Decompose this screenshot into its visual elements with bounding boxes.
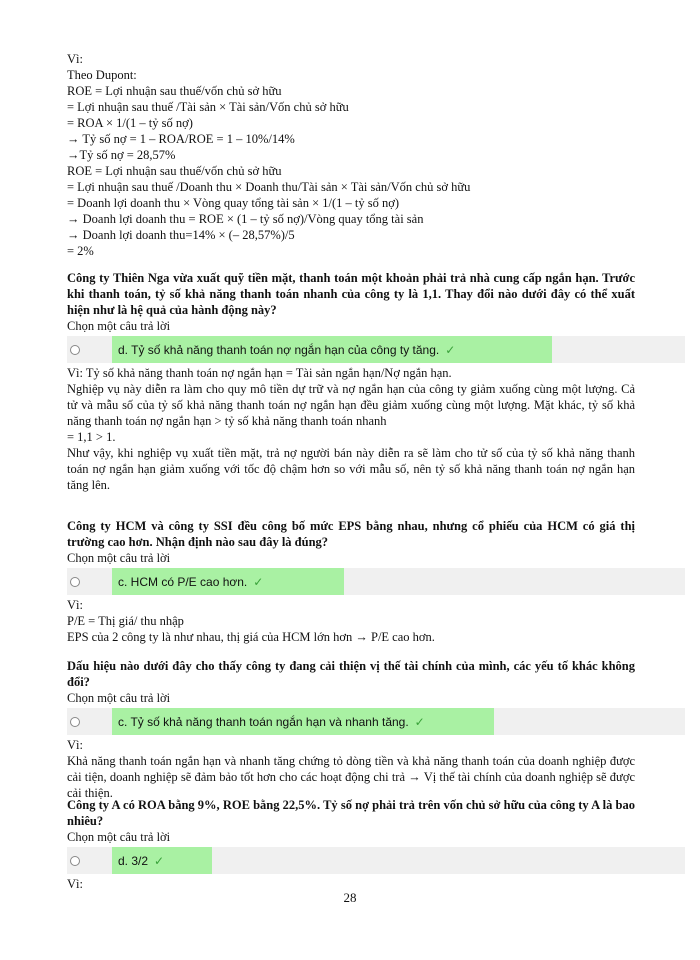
explanation-text: Vì: [67, 738, 83, 752]
text-line: → Tỷ số nợ = 1 – ROA/ROE = 1 – 10%/14% [67, 132, 295, 146]
answer-row [67, 336, 635, 363]
question-text: Công ty HCM và công ty SSI đều công bố mức EPS bằng nhau, nhưng cổ phiếu của HCM có giá thị trường cao hơn. Nhận định nào sau đây là đúng? [67, 519, 635, 549]
question-text: Dấu hiệu nào dưới đây cho thấy công ty đang cải thiện vị thế tài chính của mình, các yếu tố khác không đổi? [67, 659, 635, 689]
answer-text: d. 3/2 [118, 854, 149, 868]
text-line: = ROA × 1/(1 – tỷ số nợ) [67, 116, 193, 130]
text-line: ROE = Lợi nhuận sau thuế/vốn chủ sở hữu [67, 84, 282, 98]
question-2 [67, 518, 635, 645]
explanation-text: Nghiệp vụ này diễn ra làm cho quy mô tiền dự trữ và nợ ngắn hạn của công ty giảm xuống cùng một lượng. Cả tử và mẫu số của tỷ số khả năng thanh toán nợ ngắn hạn đều giảm xuống cùng một lượng. Mặt khác, tỷ số khả năng thanh toán nợ ngắn hạn > tỷ số khả năng thanh toán nhanh [67, 382, 635, 428]
radio-button[interactable] [70, 717, 80, 727]
answer-text: c. HCM có P/E cao hơn. [118, 575, 248, 589]
choose-prompt: Chọn một câu trả lời [67, 830, 171, 844]
text-line: Vì: [67, 52, 83, 66]
question-4 [67, 797, 635, 892]
choose-prompt: Chọn một câu trả lời [67, 691, 171, 705]
answer-row [67, 568, 635, 595]
explanation-text: Vì: [67, 598, 83, 612]
check-icon: ✓ [154, 854, 165, 868]
text-line: → Doanh lợi doanh thu = ROE × (1 – tỷ số nợ)/Vòng quay tổng tài sản [67, 212, 424, 226]
answer-row [67, 847, 635, 874]
explanation-text: Như vậy, khi nghiệp vụ xuất tiền mặt, trả nợ người bán này diễn ra sẽ làm cho tử số của tỷ số khả năng thanh toán nợ ngắn hạn giảm xuống với tốc độ chậm hơn so với mẫu số, nên tỷ số khả năng thanh toán nợ ngắn hạn tăng lên. [67, 446, 635, 492]
explanation-text: EPS của 2 công ty là như nhau, thị giá của HCM lớn hơn → P/E cao hơn. [67, 630, 435, 644]
radio-button[interactable] [70, 345, 80, 355]
radio-button[interactable] [70, 856, 80, 866]
check-icon: ✓ [414, 715, 425, 729]
dupont-explanation [67, 51, 635, 259]
choose-prompt: Chọn một câu trả lời [67, 551, 171, 565]
answer-option[interactable] [118, 714, 425, 730]
text-line: = 2% [67, 244, 94, 258]
text-line: →Tỷ số nợ = 28,57% [67, 148, 176, 162]
radio-button[interactable] [70, 577, 80, 587]
page-number: 28 [343, 890, 357, 905]
explanation-text: Vì: Tỷ số khả năng thanh toán nợ ngắn hạn = Tài sản ngắn hạn/Nợ ngắn hạn. [67, 366, 452, 380]
check-icon: ✓ [253, 575, 264, 589]
answer-row [67, 708, 635, 735]
explanation-text: = 1,1 > 1. [67, 430, 116, 444]
question-3 [67, 658, 635, 801]
answer-option[interactable] [118, 574, 263, 590]
answer-text: c. Tỷ số khả năng thanh toán ngắn hạn và nhanh tăng. [118, 715, 409, 729]
choose-prompt: Chọn một câu trả lời [67, 319, 171, 333]
text-line: Theo Dupont: [67, 68, 137, 82]
text-line: → Doanh lợi doanh thu=14% × (– 28,57%)/5 [67, 228, 295, 242]
explanation-text: Khả năng thanh toán ngắn hạn và nhanh tăng chứng tỏ dòng tiền và khả năng thanh toán của doanh nghiệp được cải tiện, doanh nghiệp sẽ đảm bảo tốt hơn cho các hoạt động chi trả → Vị thế tài chính của doanh nghiệp sẽ được cải thiện. [67, 754, 635, 800]
explanation-text: Vì: [67, 877, 83, 891]
check-icon: ✓ [445, 343, 456, 357]
answer-option[interactable] [118, 853, 164, 869]
answer-text: d. Tỷ số khả năng thanh toán nợ ngắn hạn của công ty tăng. [118, 343, 440, 357]
text-line: = Lợi nhuận sau thuế /Doanh thu × Doanh thu/Tài sản × Tài sản/Vốn chủ sở hữu [67, 180, 471, 194]
question-text: Công ty Thiên Nga vừa xuất quỹ tiền mặt, thanh toán một khoản phải trả nhà cung cấp ngắn hạn. Trước khi thanh toán, tỷ số khả năng thanh toán nhanh của công ty là 1,1. Thay đổi nào dưới đây có thể xuất hiện như là hệ quả của hành động này? [67, 271, 635, 317]
answer-option[interactable] [118, 342, 455, 358]
text-line: = Lợi nhuận sau thuế /Tài sản × Tài sản/Vốn chủ sở hữu [67, 100, 349, 114]
question-1 [67, 270, 635, 493]
question-text: Công ty A có ROA bằng 9%, ROE bằng 22,5%. Tỷ số nợ phải trả trên vốn chủ sở hữu của công ty A là bao nhiêu? [67, 798, 635, 828]
text-line: ROE = Lợi nhuận sau thuế/vốn chủ sở hữu [67, 164, 282, 178]
explanation-text: P/E = Thị giá/ thu nhập [67, 614, 184, 628]
text-line: = Doanh lợi doanh thu × Vòng quay tổng tài sản × 1/(1 – tỷ số nợ) [67, 196, 400, 210]
